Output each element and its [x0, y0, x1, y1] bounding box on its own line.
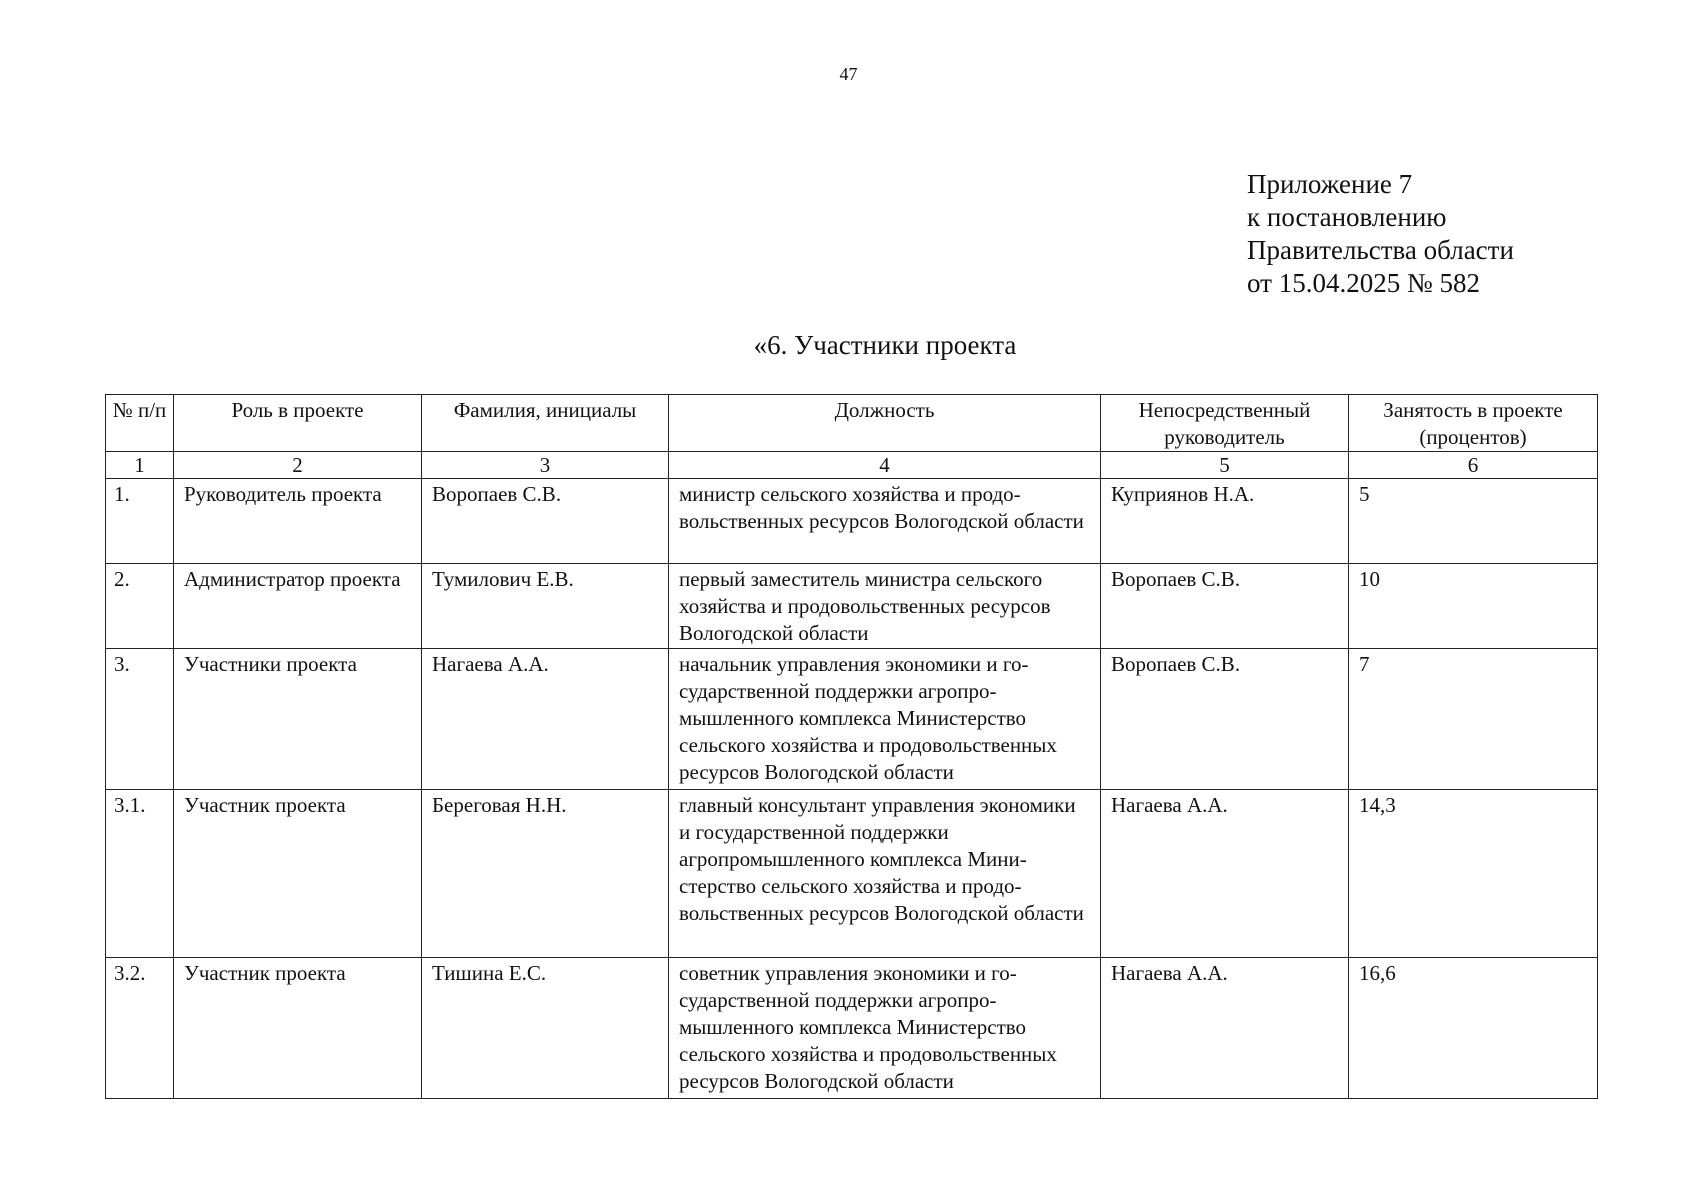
row-role: Участник проекта	[174, 790, 422, 958]
header-num: № п/п	[106, 395, 174, 452]
row-num: 1.	[106, 479, 174, 564]
row-position: главный консультант управления экономики и государственной поддержки агропромышленного комплекса Министерство сельского хозяйства и продовольственных ресурсов Вологодской области	[669, 790, 1101, 958]
row-name: Тумилович Е.В.	[422, 564, 669, 649]
table-row	[106, 649, 1598, 790]
row-name: Воропаев С.В.	[422, 479, 669, 564]
header-position: Должность	[669, 395, 1101, 452]
row-employment: 14,3	[1349, 790, 1598, 958]
table-row	[106, 958, 1598, 1099]
row-position: начальник управления экономики и государственной поддержки агропромышленного комплекса Министерство сельского хозяйства и продовольственных ресурсов Вологодской области	[669, 649, 1101, 790]
table-header-row	[106, 395, 1598, 452]
appendix-line-4: от 15.04.2025 № 582	[1247, 268, 1480, 298]
column-numbering-row	[106, 452, 1598, 479]
row-position: советник управления экономики и государственной поддержки агропромышленного комплекса Министерство сельского хозяйства и продовольственных ресурсов Вологодской области	[669, 958, 1101, 1099]
column-number: 5	[1101, 452, 1349, 479]
row-role: Администратор проекта	[174, 564, 422, 649]
header-manager: Непосредственный руководитель	[1101, 395, 1349, 452]
row-manager: Нагаева А.А.	[1101, 790, 1349, 958]
row-employment: 5	[1349, 479, 1598, 564]
row-name: Нагаева А.А.	[422, 649, 669, 790]
row-num: 2.	[106, 564, 174, 649]
row-manager: Куприянов Н.А.	[1101, 479, 1349, 564]
appendix-line-1: Приложение 7	[1247, 169, 1413, 199]
row-position: первый заместитель министра сельского хозяйства и продовольственных ресурсов Вологодской области	[669, 564, 1101, 649]
row-position: министр сельского хозяйства и продовольственных ресурсов Вологодской области	[669, 479, 1101, 564]
row-manager: Нагаева А.А.	[1101, 958, 1349, 1099]
row-manager: Воропаев С.В.	[1101, 649, 1349, 790]
appendix-block	[1247, 168, 1514, 300]
row-employment: 16,6	[1349, 958, 1598, 1099]
header-role: Роль в проекте	[174, 395, 422, 452]
appendix-line-3: Правительства области	[1247, 235, 1514, 265]
column-number: 6	[1349, 452, 1598, 479]
table-row	[106, 790, 1598, 958]
column-number: 2	[174, 452, 422, 479]
section-title: «6. Участники проекта	[753, 330, 1017, 360]
page-number: 47	[839, 64, 858, 84]
row-num: 3.1.	[106, 790, 174, 958]
row-manager: Воропаев С.В.	[1101, 564, 1349, 649]
row-num: 3.2.	[106, 958, 174, 1099]
column-number: 1	[106, 452, 174, 479]
column-number: 4	[669, 452, 1101, 479]
row-role: Участники проекта	[174, 649, 422, 790]
row-num: 3.	[106, 649, 174, 790]
column-number: 3	[422, 452, 669, 479]
row-employment: 10	[1349, 564, 1598, 649]
row-role: Участник проекта	[174, 958, 422, 1099]
participants-table	[105, 394, 1598, 1099]
table-row	[106, 564, 1598, 649]
header-name: Фамилия, инициалы	[422, 395, 669, 452]
row-employment: 7	[1349, 649, 1598, 790]
header-employment: Занятость в проекте (процентов)	[1349, 395, 1598, 452]
row-name: Тишина Е.С.	[422, 958, 669, 1099]
table-row	[106, 479, 1598, 564]
appendix-line-2: к постановлению	[1247, 202, 1447, 232]
row-role: Руководитель проекта	[174, 479, 422, 564]
row-name: Береговая Н.Н.	[422, 790, 669, 958]
